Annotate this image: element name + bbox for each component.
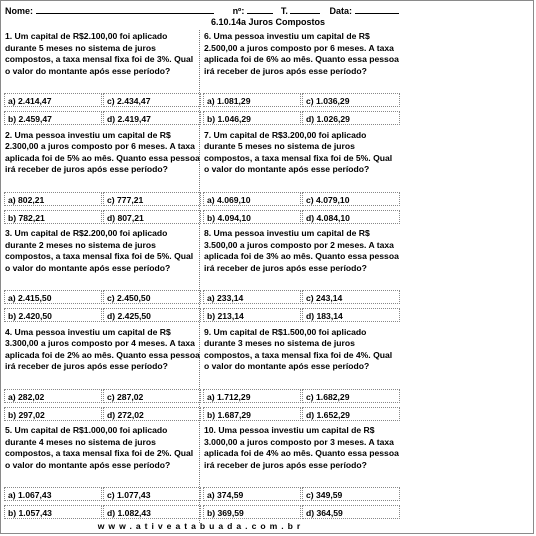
option-c[interactable]: c) 4.079,10 — [302, 192, 400, 206]
name-label: Nome: — [5, 6, 34, 16]
option-b[interactable]: b) 1.057,43 — [4, 505, 102, 519]
question-text: 9. Um capital de R$1.500,00 foi aplicado durante 3 meses no sistema de juros compostos, a taxa mensal fixa foi de 4%. Qual o valor do montante após esse período? — [204, 326, 393, 372]
option-a[interactable]: a) 2.415,50 — [4, 290, 102, 304]
option-d[interactable]: d) 183,14 — [302, 308, 400, 322]
class-blank[interactable] — [290, 4, 320, 14]
question-text: 3. Um capital de R$2.200,00 foi aplicado durante 2 meses no sistema de juros compostos, a taxa mensal fixa foi de 5%. Qual o valor do montante após esse período? — [5, 228, 194, 273]
question-8 — [203, 227, 400, 326]
student-header — [5, 4, 525, 16]
option-c[interactable]: c) 349,59 — [302, 487, 400, 501]
question-text: 5. Um capital de R$1.000,00 foi aplicado durante 4 meses no sistema de juros compostos, a taxa mensal fixa foi de 2%. Qual o valor do montante após esse período? — [5, 425, 194, 470]
option-a[interactable]: a) 2.414,47 — [4, 93, 102, 107]
option-d[interactable]: d) 1.026,29 — [302, 111, 400, 125]
option-a[interactable]: a) 374,59 — [203, 487, 301, 501]
question-10 — [203, 424, 400, 523]
option-a[interactable]: a) 1.067,43 — [4, 487, 102, 501]
question-text: 7. Um capital de R$3.200,00 foi aplicado durante 5 meses no sistema de juros compostos, a taxa mensal fixa foi de 5%. Qual o valor do montante após esse período? — [204, 129, 393, 175]
option-c[interactable]: c) 1.077,43 — [103, 487, 201, 501]
option-b[interactable]: b) 782,21 — [4, 210, 102, 224]
option-c[interactable]: c) 1.036,29 — [302, 93, 400, 107]
option-b[interactable]: b) 4.094,10 — [203, 210, 301, 224]
question-3 — [4, 227, 201, 326]
question-text: 8. Uma pessoa investiu um capital de R$ 3.500,00 a juros composto por 2 meses. A taxa aplicada foi de 3% ao mês. Quanto essa pessoa irá receber de juros após esse período? — [204, 228, 399, 273]
footer-website: www.ativeatabuada.com.br — [97, 521, 305, 531]
option-a[interactable]: a) 1.712,29 — [203, 389, 301, 403]
option-d[interactable]: d) 364,59 — [302, 505, 400, 519]
option-a[interactable]: a) 282,02 — [4, 389, 102, 403]
date-blank[interactable] — [355, 4, 399, 14]
number-blank[interactable] — [247, 4, 273, 14]
option-b[interactable]: b) 1.046,29 — [203, 111, 301, 125]
question-text: 10. Uma pessoa investiu um capital de R$ 3.000,00 a juros composto por 3 meses. A taxa aplicada foi de 4% ao mês. Quanto essa pessoa irá receber de juros após esse período? — [204, 425, 399, 470]
option-b[interactable]: b) 2.420,50 — [4, 308, 102, 322]
option-d[interactable]: d) 807,21 — [103, 210, 201, 224]
option-c[interactable]: c) 2.434,47 — [103, 93, 201, 107]
question-text: 4. Uma pessoa investiu um capital de R$ 3.300,00 a juros composto por 4 meses. A taxa aplicada foi de 2% ao mês. Quanto essa pessoa irá receber de juros após esse período? — [5, 326, 200, 372]
question-6 — [203, 30, 400, 129]
option-d[interactable]: d) 1.652,29 — [302, 407, 400, 421]
option-c[interactable]: c) 2.450,50 — [103, 290, 201, 304]
question-9 — [203, 326, 400, 425]
option-a[interactable]: a) 802,21 — [4, 192, 102, 206]
worksheet-title: 6.10.14a Juros Compostos — [210, 17, 326, 27]
option-d[interactable]: d) 1.082,43 — [103, 505, 201, 519]
option-a[interactable]: a) 233,14 — [203, 290, 301, 304]
option-c[interactable]: c) 287,02 — [103, 389, 201, 403]
option-d[interactable]: d) 2.425,50 — [103, 308, 201, 322]
option-d[interactable]: d) 272,02 — [103, 407, 201, 421]
option-b[interactable]: b) 369,59 — [203, 505, 301, 519]
class-label: T. — [280, 6, 288, 16]
option-c[interactable]: c) 243,14 — [302, 290, 400, 304]
question-1 — [4, 30, 201, 129]
question-text: 6. Uma pessoa investiu um capital de R$ 2.500,00 a juros composto por 6 meses. A taxa aplicada foi de 6% ao mês. Quanto essa pessoa irá receber de juros após esse período? — [204, 31, 399, 76]
option-b[interactable]: b) 297,02 — [4, 407, 102, 421]
question-5 — [4, 424, 201, 523]
date-label: Data: — [329, 6, 352, 16]
question-2 — [4, 129, 201, 228]
option-d[interactable]: d) 4.084,10 — [302, 210, 400, 224]
option-b[interactable]: b) 213,14 — [203, 308, 301, 322]
name-blank[interactable] — [36, 4, 214, 14]
right-column — [203, 30, 400, 523]
option-d[interactable]: d) 2.419,47 — [103, 111, 201, 125]
questions-area — [4, 30, 400, 523]
option-c[interactable]: c) 1.682,29 — [302, 389, 400, 403]
question-text: 1. Um capital de R$2.100,00 foi aplicado durante 5 meses no sistema de juros compostos, a taxa mensal fixa foi de 3%. Qual o valor do montante após esse período? — [5, 31, 194, 76]
option-a[interactable]: a) 1.081,29 — [203, 93, 301, 107]
question-text: 2. Uma pessoa investiu um capital de R$ 2.300,00 a juros composto por 6 meses. A taxa aplicada foi de 5% ao mês. Quanto essa pessoa irá receber de juros após esse período? — [5, 129, 200, 175]
question-7 — [203, 129, 400, 228]
left-column — [4, 30, 201, 523]
option-b[interactable]: b) 1.687,29 — [203, 407, 301, 421]
number-label: nº: — [232, 6, 245, 16]
option-a[interactable]: a) 4.069,10 — [203, 192, 301, 206]
question-4 — [4, 326, 201, 425]
option-b[interactable]: b) 2.459,47 — [4, 111, 102, 125]
option-c[interactable]: c) 777,21 — [103, 192, 201, 206]
